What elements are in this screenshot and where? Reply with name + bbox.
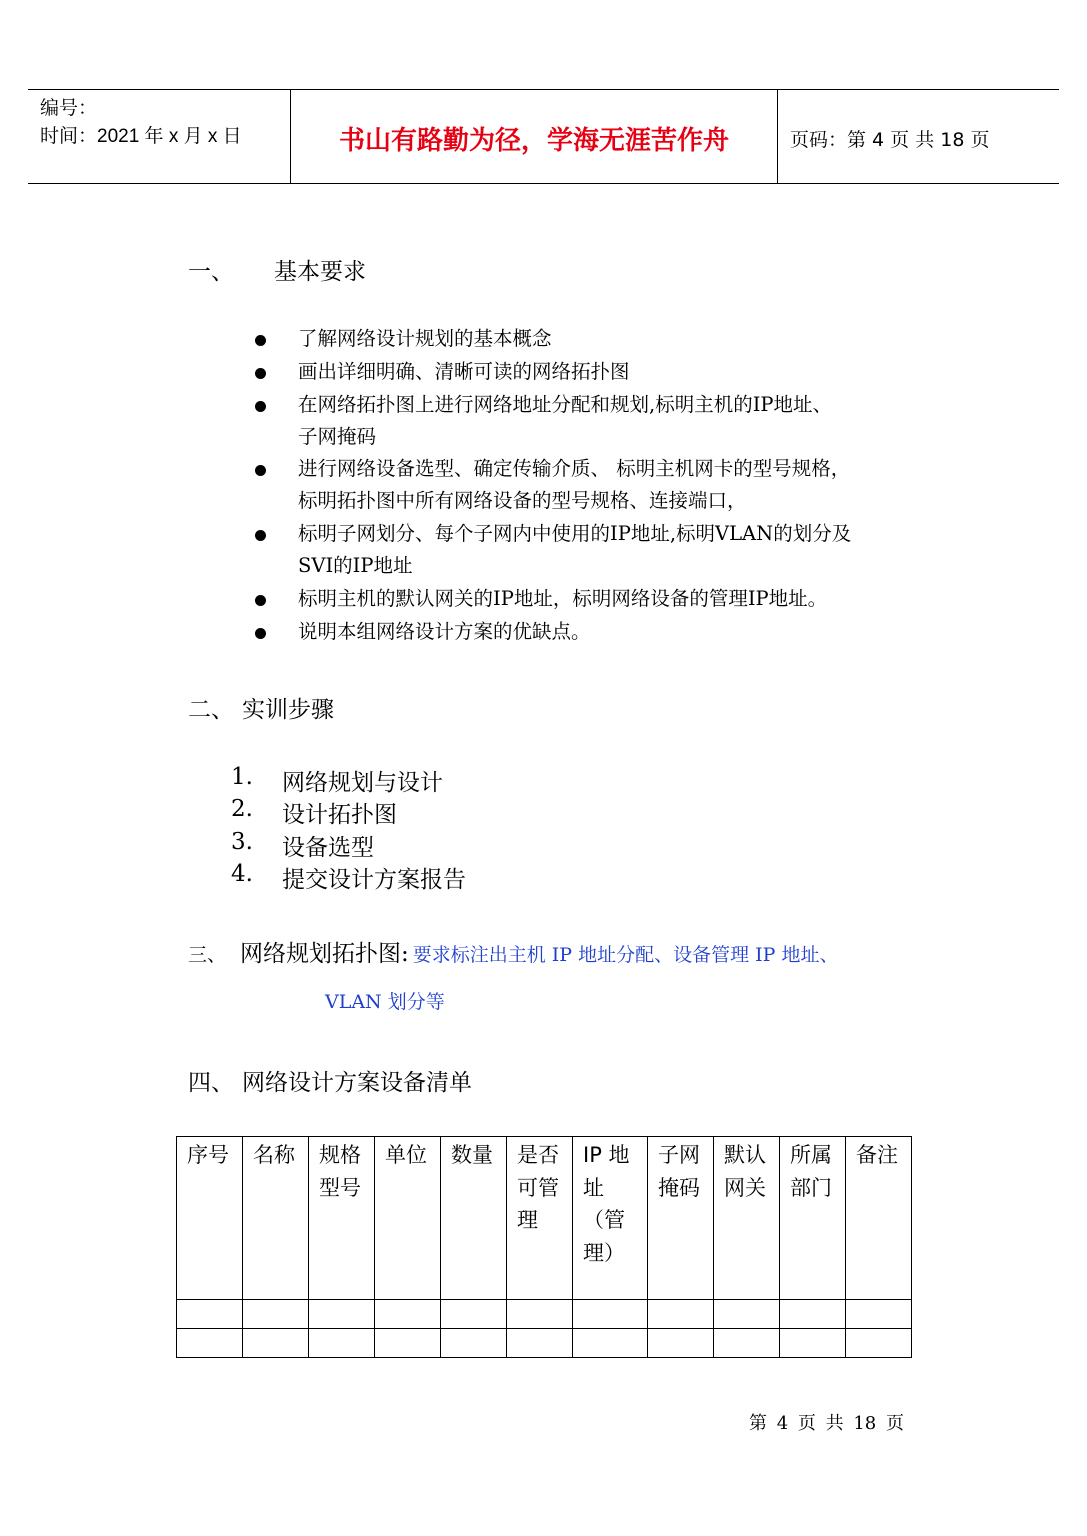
column-header: 是否可管理 bbox=[507, 1137, 573, 1300]
column-header: 子网掩码 bbox=[648, 1137, 714, 1300]
page-info: 页码：第 4 页 共 18 页 bbox=[790, 129, 990, 151]
column-header: 默认网关 bbox=[714, 1137, 780, 1300]
section-2-title: 实训步骤 bbox=[242, 697, 334, 723]
table-header-row bbox=[177, 1137, 912, 1300]
section-1-heading bbox=[188, 253, 366, 286]
bullet-icon bbox=[255, 628, 266, 639]
section-4-number: 四、 bbox=[188, 1070, 234, 1096]
header-meta-cell bbox=[28, 90, 291, 183]
bullet-icon bbox=[255, 530, 266, 541]
column-header: 规格型号 bbox=[309, 1137, 375, 1300]
section-3-note-continued: VLAN 划分等 bbox=[325, 991, 445, 1013]
table-row bbox=[177, 1329, 912, 1358]
time-label: 时间：2021 年 x 月 x 日 bbox=[40, 126, 242, 147]
table-row bbox=[177, 1300, 912, 1329]
header-motto-cell bbox=[291, 90, 778, 183]
column-header: IP 地址（管理） bbox=[573, 1137, 648, 1300]
bullet-icon bbox=[255, 465, 266, 476]
header-page-cell bbox=[778, 90, 1059, 183]
section-4-title: 网络设计方案设备清单 bbox=[242, 1070, 472, 1096]
section-1-number: 一、 bbox=[188, 259, 234, 285]
bullet-icon bbox=[255, 595, 266, 606]
page-footer: 第 4 页 共 18 页 bbox=[749, 1413, 904, 1434]
section-3-note: 要求标注出主机 IP 地址分配、设备管理 IP 地址、 bbox=[412, 944, 839, 966]
section-3-title: 网络规划拓扑图 bbox=[240, 941, 402, 967]
section-3-number: 三、 bbox=[188, 944, 227, 966]
section-3-heading: 三、 网络规划拓扑图: 要求标注出主机 IP 地址分配、设备管理 IP 地址、 bbox=[188, 941, 839, 967]
column-header: 备注 bbox=[846, 1137, 912, 1300]
column-header: 名称 bbox=[243, 1137, 309, 1300]
bullet-icon bbox=[255, 368, 266, 379]
motto: 书山有路勤为径，学海无涯苦作舟 bbox=[338, 126, 729, 156]
section-2-heading bbox=[188, 691, 334, 724]
section-2-number: 二、 bbox=[188, 697, 234, 723]
column-header: 单位 bbox=[375, 1137, 441, 1300]
column-header: 序号 bbox=[177, 1137, 243, 1300]
bullet-icon bbox=[255, 335, 266, 346]
section-4-heading bbox=[188, 1064, 472, 1097]
column-header: 所属部门 bbox=[780, 1137, 846, 1300]
equipment-table bbox=[176, 1136, 912, 1358]
number-label: 编号： bbox=[40, 98, 98, 119]
column-header: 数量 bbox=[441, 1137, 507, 1300]
section-1-title: 基本要求 bbox=[274, 259, 366, 285]
page-header bbox=[28, 89, 1059, 184]
bullet-icon bbox=[255, 401, 266, 412]
